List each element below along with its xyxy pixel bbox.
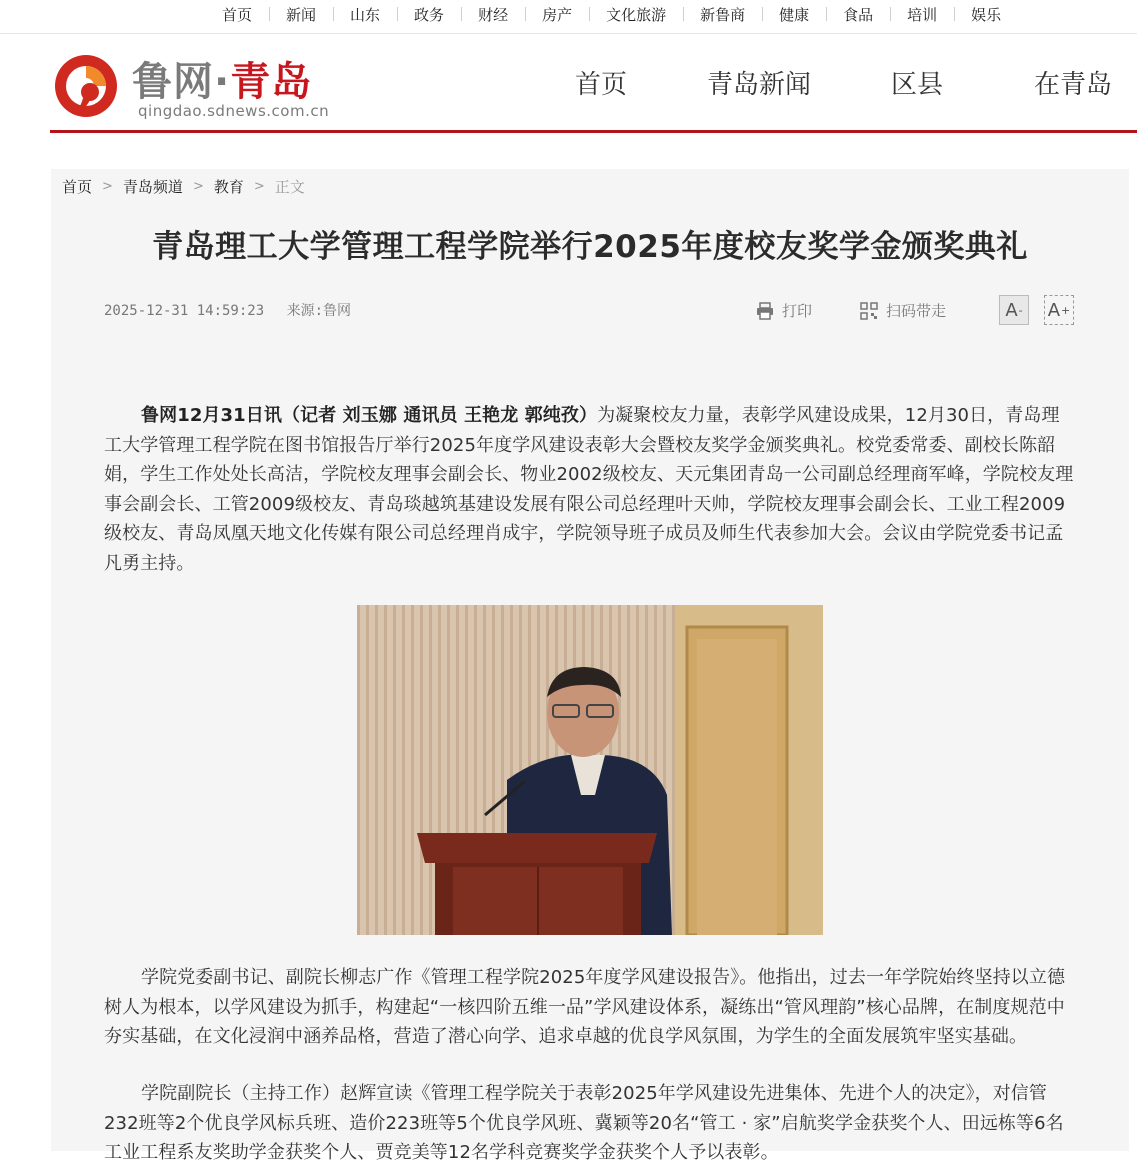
article-paragraph-2: 学院党委副书记、副院长柳志广作《管理工程学院2025年度学风建设报告》。他指出，过去一年学院始终坚持以立德树人为根本，以学风建设为抓手，构建起“一核四阶五维一品”学风建设体系，凝练出“管风理韵”核心品牌，在制度规范中夯实基础，在文化浸润中涵养品格，营造了潜心向学、追求卓越的优良学风氛围，为学生的全面发展筑牢坚实基础。 (104, 967, 1066, 1048)
article-title: 青岛理工大学管理工程学院举行2025年度校友奖学金颁奖典礼 (152, 229, 1028, 265)
printer-icon (756, 302, 774, 320)
top-channel-item[interactable]: 新鲁商 (683, 4, 762, 25)
top-channel-item[interactable]: 政务 (397, 4, 461, 25)
top-channel-list (205, 0, 1018, 28)
article-paragraph-3: 学院副院长（主持工作）赵辉宣读《管理工程学院关于表彰2025年学风建设先进集体、先进个人的决定》，对信管232班等2个优良学风标兵班、造价223班等5个优良学风班、冀颖等20名“管工 · 家”启航奖学金获奖个人、田远栋等6名工业工程系友奖助学金获奖个人、贾竞美等12名学科竞赛奖学金获奖个人予以表彰。 (104, 1083, 1064, 1164)
breadcrumb-home[interactable]: 首页 (62, 178, 93, 196)
breadcrumb-education[interactable]: 教育 (213, 178, 244, 196)
main-nav-qingdao-news[interactable]: 青岛新闻 (707, 70, 812, 100)
chevron-right-icon: > (253, 179, 265, 194)
article-panel (51, 169, 1129, 1164)
chevron-right-icon: > (192, 179, 204, 194)
top-channel-item[interactable]: 财经 (461, 4, 525, 25)
font-decrease-button[interactable]: A - (999, 295, 1029, 325)
article-dateline: 鲁网12月31日讯（记者 刘玉娜 通讯员 王艳龙 郭纯孜） (141, 405, 598, 426)
top-channel-item[interactable]: 食品 (826, 4, 890, 25)
main-nav-in-qingdao[interactable]: 在青岛 (1034, 70, 1113, 100)
top-channel-item[interactable]: 文化旅游 (589, 4, 683, 25)
breadcrumb (62, 176, 305, 197)
top-channel-item[interactable]: 新闻 (269, 4, 333, 25)
font-increase-button[interactable]: A + (1044, 295, 1074, 325)
publish-datetime: 2025-12-31 14:59:23 (104, 303, 265, 319)
top-channel-item[interactable]: 娱乐 (954, 4, 1018, 25)
top-channel-item[interactable]: 健康 (762, 4, 826, 25)
main-nav-districts[interactable]: 区县 (891, 70, 944, 100)
breadcrumb-current: 正文 (274, 178, 305, 196)
top-channel-item[interactable]: 山东 (333, 4, 397, 25)
top-channel-bar (0, 0, 1137, 34)
article-meta (104, 300, 351, 320)
top-channel-item[interactable]: 首页 (222, 5, 253, 24)
main-nav (50, 64, 1137, 104)
site-header (50, 34, 1137, 133)
main-nav-home[interactable]: 首页 (575, 70, 628, 100)
logo-url: qingdao.sdnews.com.cn (138, 102, 330, 120)
chevron-right-icon: > (102, 179, 113, 194)
print-label: 打印 (782, 302, 813, 320)
qr-code-icon (860, 302, 878, 320)
article-photo (357, 605, 823, 935)
top-channel-item[interactable]: 房产 (525, 4, 589, 25)
top-channel-item[interactable]: 培训 (890, 4, 954, 25)
scan-qr-label: 扫码带走 (886, 302, 947, 320)
article-source: 来源:鲁网 (286, 303, 352, 319)
scan-qr-button[interactable] (860, 300, 946, 321)
speaker-at-podium-image (357, 605, 823, 935)
breadcrumb-qingdao-channel[interactable]: 青岛频道 (122, 178, 183, 196)
print-button[interactable] (756, 300, 812, 321)
logo-wordmark: 鲁网·青岛 (132, 59, 313, 105)
article-paragraph-1: 鲁网12月31日讯（记者 刘玉娜 通讯员 王艳龙 郭纯孜）为凝聚校友力量，表彰学风建设成果，12月30日，青岛理工大学管理工程学院在图书馆报告厅举行2025年度学风建设表彰大会暨校友奖学金颁奖典礼。校党委常委、副校长陈韶娟，学生工作处处长高洁，学院校友理事会副会长、物业2002级校友、天元集团青岛一公司副总经理商军峰，学院校友理事会副会长、工管2009级校友、青岛琰越筑基建设发展有限公司总经理叶天帅，学院校友理事会副会长、工业工程2009级校友、青岛凤凰天地文化传媒有限公司总经理肖成宇，学院领导班子成员及师生代表参加大会。会议由学院党委书记孟凡勇主持。 (104, 405, 1074, 574)
